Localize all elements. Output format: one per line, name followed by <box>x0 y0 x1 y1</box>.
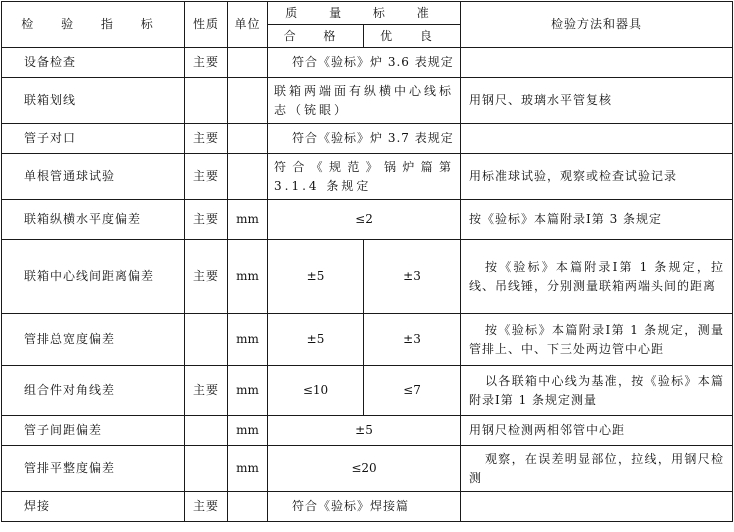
row-nature: 主要 <box>185 240 228 314</box>
header-item: 检 验 指 标 <box>2 2 185 48</box>
row-standard: 符合《验标》炉 3.6 表规定 <box>268 48 461 78</box>
row-standard: 符合《验标》焊接篇 <box>268 492 461 522</box>
row-method: 用钢尺检测两相邻管中心距 <box>461 416 733 446</box>
row-method: 观察，在误差明显部位，拉线，用钢尺检测 <box>461 446 733 492</box>
row-standard: ≤2 <box>268 200 461 240</box>
row-excellent: ±3 <box>364 314 461 366</box>
header-excellent: 优 良 <box>364 25 461 48</box>
row-nature: 主要 <box>185 492 228 522</box>
row-name: 联箱中心线间距离偏差 <box>2 240 185 314</box>
header-method: 检验方法和器具 <box>461 2 733 48</box>
row-name: 管子对口 <box>2 124 185 154</box>
row-nature: 主要 <box>185 48 228 78</box>
row-nature <box>185 416 228 446</box>
row-name: 设备检查 <box>2 48 185 78</box>
row-unit <box>228 492 268 522</box>
header-unit: 单位 <box>228 2 268 48</box>
header-quality: 质 量 标 准 <box>268 2 461 25</box>
row-unit: mm <box>228 240 268 314</box>
table-row <box>2 154 733 200</box>
row-unit: mm <box>228 366 268 416</box>
row-unit <box>228 48 268 78</box>
row-excellent: ≤7 <box>364 366 461 416</box>
row-nature: 主要 <box>185 366 228 416</box>
row-unit: mm <box>228 416 268 446</box>
row-name: 管子间距偏差 <box>2 416 185 446</box>
table-row <box>2 78 733 124</box>
table-row <box>2 124 733 154</box>
row-name: 焊接 <box>2 492 185 522</box>
row-unit: mm <box>228 314 268 366</box>
row-unit: mm <box>228 446 268 492</box>
row-name: 联箱划线 <box>2 78 185 124</box>
row-unit <box>228 78 268 124</box>
inspection-table <box>1 1 733 522</box>
row-nature <box>185 314 228 366</box>
row-name: 管排总宽度偏差 <box>2 314 185 366</box>
row-standard: 联箱两端面有纵横中心线标志（铳眼） <box>268 78 461 124</box>
table-row <box>2 416 733 446</box>
row-unit <box>228 124 268 154</box>
row-standard: 符合《规范》锅炉篇第 3.1.4 条规定 <box>268 154 461 200</box>
row-method <box>461 124 733 154</box>
row-method <box>461 492 733 522</box>
table-row <box>2 314 733 366</box>
header-nature: 性质 <box>185 2 228 48</box>
row-method <box>461 48 733 78</box>
row-name: 管排平整度偏差 <box>2 446 185 492</box>
table-row <box>2 200 733 240</box>
row-method: 用钢尺、玻璃水平管复核 <box>461 78 733 124</box>
row-qualified: ≤10 <box>268 366 364 416</box>
table-row <box>2 240 733 314</box>
row-qualified: ±5 <box>268 240 364 314</box>
row-standard: 符合《验标》炉 3.7 表规定 <box>268 124 461 154</box>
row-nature: 主要 <box>185 124 228 154</box>
row-nature: 主要 <box>185 200 228 240</box>
row-name: 联箱纵横水平度偏差 <box>2 200 185 240</box>
row-name: 单根管通球试验 <box>2 154 185 200</box>
row-method: 用标准球试验，观察或检查试验记录 <box>461 154 733 200</box>
row-standard: ±5 <box>268 416 461 446</box>
row-excellent: ±3 <box>364 240 461 314</box>
row-method: 按《验标》本篇附录Ⅰ第 1 条规定，测量管排上、中、下三处两边管中心距 <box>461 314 733 366</box>
row-nature <box>185 78 228 124</box>
table-row <box>2 492 733 522</box>
header-qualified: 合 格 <box>268 25 364 48</box>
row-nature <box>185 446 228 492</box>
row-method: 以各联箱中心线为基准，按《验标》本篇附录Ⅰ第 1 条规定测量 <box>461 366 733 416</box>
row-standard: ≤20 <box>268 446 461 492</box>
row-unit <box>228 154 268 200</box>
row-unit: mm <box>228 200 268 240</box>
row-nature: 主要 <box>185 154 228 200</box>
row-method: 按《验标》本篇附录Ⅰ第 3 条规定 <box>461 200 733 240</box>
row-method: 按《验标》本篇附录Ⅰ第 1 条规定，拉线、吊线锤，分别测量联箱两端头间的距离 <box>461 240 733 314</box>
row-name: 组合件对角线差 <box>2 366 185 416</box>
row-qualified: ±5 <box>268 314 364 366</box>
table-row <box>2 48 733 78</box>
table-row <box>2 446 733 492</box>
table-row <box>2 366 733 416</box>
